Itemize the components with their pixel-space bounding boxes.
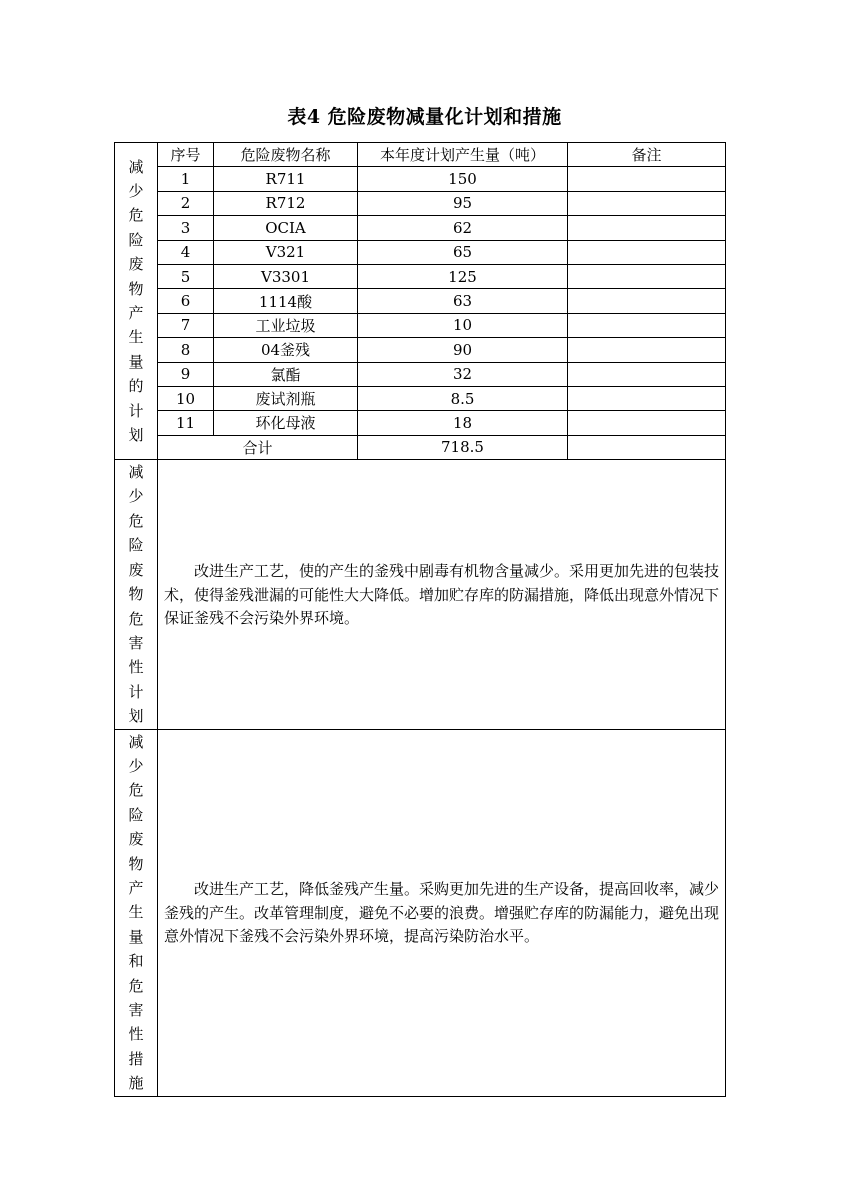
section2-content xyxy=(158,460,726,729)
row-no: 6 xyxy=(158,289,214,313)
table-row xyxy=(115,240,726,264)
row-name: R712 xyxy=(214,191,358,215)
table-row xyxy=(115,264,726,288)
header-name: 危险废物名称 xyxy=(214,143,358,167)
row-qty: 8.5 xyxy=(358,386,568,410)
section2-side-label: 减少危险废物危害性计划 xyxy=(115,460,158,729)
section2-paragraph: 改进生产工艺，使的产生的釜残中剧毒有机物含量减少。采用更加先进的包装技术，使得釜残泄漏的可能性大大降低。增加贮存库的防漏措施，降低出现意外情况下保证釜残不会污染外界环境。 xyxy=(164,562,720,628)
row-name: 废试剂瓶 xyxy=(214,386,358,410)
row-note xyxy=(568,167,726,191)
table-row xyxy=(115,313,726,337)
row-name: 环化母液 xyxy=(214,411,358,435)
row-qty: 150 xyxy=(358,167,568,191)
table-row xyxy=(115,386,726,410)
table-row xyxy=(115,411,726,435)
row-qty: 62 xyxy=(358,216,568,240)
row-qty: 95 xyxy=(358,191,568,215)
header-qty: 本年度计划产生量（吨） xyxy=(358,143,568,167)
total-note xyxy=(568,435,726,459)
total-row xyxy=(115,435,726,459)
row-no: 3 xyxy=(158,216,214,240)
row-qty: 125 xyxy=(358,264,568,288)
section2-row xyxy=(115,460,726,729)
table-row xyxy=(115,289,726,313)
row-note xyxy=(568,362,726,386)
row-qty: 10 xyxy=(358,313,568,337)
row-qty: 90 xyxy=(358,338,568,362)
row-note xyxy=(568,264,726,288)
row-no: 5 xyxy=(158,264,214,288)
row-qty: 65 xyxy=(358,240,568,264)
row-no: 10 xyxy=(158,386,214,410)
row-no: 7 xyxy=(158,313,214,337)
row-note xyxy=(568,240,726,264)
section3-paragraph: 改进生产工艺，降低釜残产生量。采购更加先进的生产设备，提高回收率，减少釜残的产生。改革管理制度，避免不必要的浪费。增强贮存库的防漏能力，避免出现意外情况下釜残不会污染外界环境，提高污染防治水平。 xyxy=(164,880,720,946)
row-note xyxy=(568,386,726,410)
row-no: 11 xyxy=(158,411,214,435)
row-note xyxy=(568,289,726,313)
table-row xyxy=(115,362,726,386)
row-note xyxy=(568,338,726,362)
row-qty: 63 xyxy=(358,289,568,313)
row-no: 4 xyxy=(158,240,214,264)
row-no: 2 xyxy=(158,191,214,215)
section3-row xyxy=(115,729,726,1096)
section1-side-label: 减少危险废物产生量的计划 xyxy=(115,143,158,460)
row-name: 04釜残 xyxy=(214,338,358,362)
waste-reduction-table xyxy=(114,142,726,1097)
header-note: 备注 xyxy=(568,143,726,167)
table-row xyxy=(115,167,726,191)
table-row xyxy=(115,191,726,215)
row-no: 8 xyxy=(158,338,214,362)
row-note xyxy=(568,191,726,215)
row-note xyxy=(568,411,726,435)
row-name: R711 xyxy=(214,167,358,191)
section3-content xyxy=(158,729,726,1096)
header-no: 序号 xyxy=(158,143,214,167)
row-name: V3301 xyxy=(214,264,358,288)
header-row xyxy=(115,143,726,167)
row-name: OCIA xyxy=(214,216,358,240)
page-title: 表4 危险废物减量化计划和措施 xyxy=(287,106,562,128)
table-row xyxy=(115,338,726,362)
total-label: 合计 xyxy=(158,435,358,459)
section3-side-label: 减少危险废物产生量和危害性措施 xyxy=(115,729,158,1096)
total-qty: 718.5 xyxy=(358,435,568,459)
table-row xyxy=(115,216,726,240)
row-name: 1114酸 xyxy=(214,289,358,313)
row-note xyxy=(568,216,726,240)
row-qty: 18 xyxy=(358,411,568,435)
row-qty: 32 xyxy=(358,362,568,386)
row-no: 9 xyxy=(158,362,214,386)
row-name: 氯酯 xyxy=(214,362,358,386)
row-name: 工业垃圾 xyxy=(214,313,358,337)
row-note xyxy=(568,313,726,337)
row-no: 1 xyxy=(158,167,214,191)
row-name: V321 xyxy=(214,240,358,264)
